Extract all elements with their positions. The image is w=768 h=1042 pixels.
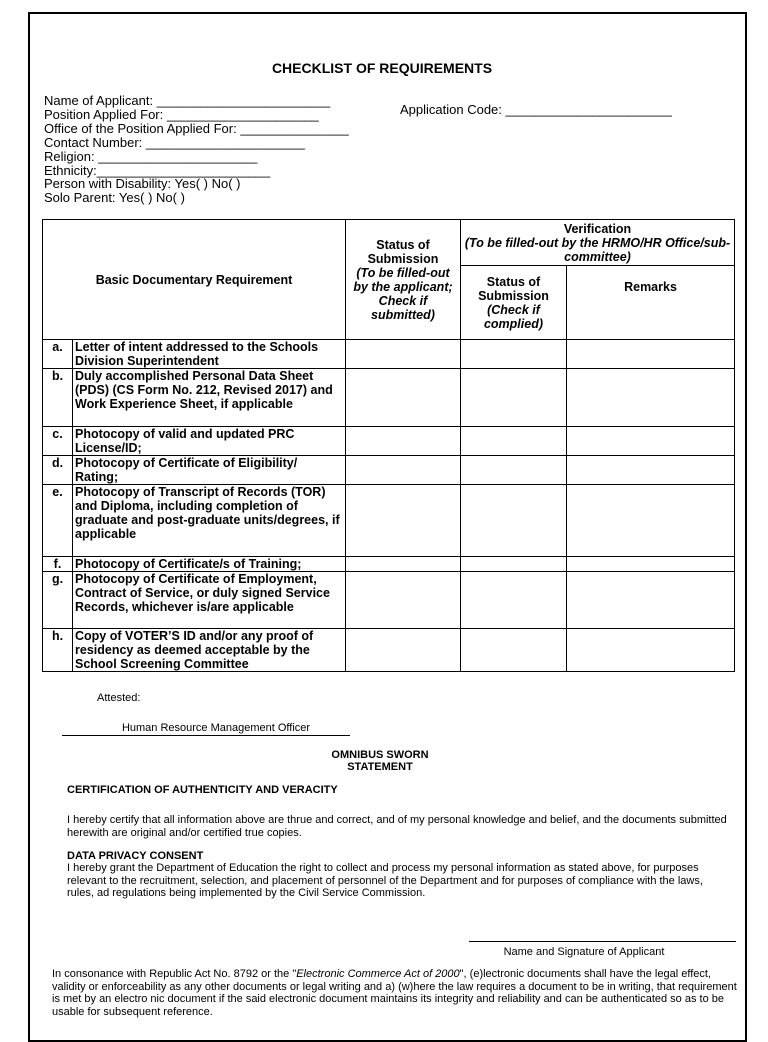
omnibus-title-line2: STATEMENT [347, 761, 413, 773]
certification-title: CERTIFICATION OF AUTHENTICITY AND VERACITY [67, 784, 338, 796]
table-row [43, 456, 735, 485]
row-letter: h. [43, 629, 73, 672]
field-office-of-position: Office of the Position Applied For: _______________ [44, 121, 349, 136]
header-verification: Verification (To be filled-out by the HRMO/HR Office/sub-committee) [461, 220, 735, 266]
field-ethnicity: Ethnicity:________________________ [44, 163, 271, 178]
checkbox-cell-verifier[interactable] [461, 485, 567, 557]
remarks-cell[interactable] [567, 557, 735, 572]
checkbox-cell-verifier[interactable] [461, 427, 567, 456]
document-title: CHECKLIST OF REQUIREMENTS [271, 60, 493, 76]
row-requirement-text: Photocopy of Certificate of Eligibility/ Rating; [73, 456, 346, 485]
hrmo-label: Human Resource Management Officer [121, 722, 311, 734]
hrmo-signature-line [62, 735, 350, 736]
applicant-signature-line [469, 941, 736, 942]
remarks-cell[interactable] [567, 427, 735, 456]
row-letter: b. [43, 369, 73, 427]
row-requirement-text: Photocopy of valid and updated PRC License/ID; [73, 427, 346, 456]
checkbox-cell-verifier[interactable] [461, 340, 567, 369]
header-status-of-submission: Status of Submission (To be filled-out by the applicant; Check if submitted) [346, 220, 461, 340]
row-requirement-text: Photocopy of Certificate of Employment, Contract of Service, or duly signed Service Records, whichever is/are applicable [73, 572, 346, 629]
header-basic-requirement: Basic Documentary Requirement [43, 220, 346, 340]
table-row [43, 340, 735, 369]
checkbox-cell-verifier[interactable] [461, 572, 567, 629]
row-letter: c. [43, 427, 73, 456]
field-application-code: Application Code: _______________________ [400, 102, 672, 117]
checkbox-cell-applicant[interactable] [346, 629, 461, 672]
remarks-cell[interactable] [567, 369, 735, 427]
row-letter: a. [43, 340, 73, 369]
row-requirement-text: Photocopy of Transcript of Records (TOR) and Diploma, including completion of graduate and post-graduate units/degrees, if applicable [73, 485, 346, 557]
table-row [43, 572, 735, 629]
row-letter: g. [43, 572, 73, 629]
requirements-table [42, 219, 735, 672]
field-person-with-disability: Person with Disability: Yes( ) No( ) [44, 176, 241, 191]
table-row [43, 557, 735, 572]
checkbox-cell-verifier[interactable] [461, 456, 567, 485]
checkbox-cell-applicant[interactable] [346, 369, 461, 427]
header-verification-status: Status of Submission (Check if complied) [461, 266, 567, 340]
checkbox-cell-verifier[interactable] [461, 369, 567, 427]
row-requirement-text: Copy of VOTER’S ID and/or any proof of residency as deemed acceptable by the School Screening Committee [73, 629, 346, 672]
row-requirement-text: Duly accomplished Personal Data Sheet (PDS) (CS Form No. 212, Revised 2017) and Work Experience Sheet, if applicable [73, 369, 346, 427]
attested-label: Attested: [97, 692, 141, 704]
remarks-cell[interactable] [567, 340, 735, 369]
field-name-of-applicant: Name of Applicant: ________________________ [44, 93, 331, 108]
omnibus-title-line1: OMNIBUS SWORN [331, 749, 429, 761]
row-letter: e. [43, 485, 73, 557]
checkbox-cell-verifier[interactable] [461, 629, 567, 672]
field-solo-parent: Solo Parent: Yes( ) No( ) [44, 190, 185, 205]
row-requirement-text: Photocopy of Certificate/s of Training; [73, 557, 346, 572]
remarks-cell[interactable] [567, 456, 735, 485]
table-row [43, 485, 735, 557]
header-remarks: Remarks [567, 266, 735, 340]
row-letter: f. [43, 557, 73, 572]
checkbox-cell-applicant[interactable] [346, 340, 461, 369]
row-requirement-text: Letter of intent addressed to the Schools Division Superintendent [73, 340, 346, 369]
certification-text: I hereby certify that all information above are thrue and correct, and of my personal knowledge and belief, and the documents submitted herewith are original and/or certified true copies. [67, 814, 727, 839]
remarks-cell[interactable] [567, 629, 735, 672]
table-row [43, 427, 735, 456]
privacy-title: DATA PRIVACY CONSENT [67, 850, 204, 862]
checkbox-cell-applicant[interactable] [346, 557, 461, 572]
privacy-text: I hereby grant the Department of Education the right to collect and process my personal information as stated above, for purposes relevant to the recruitment, selection, and placement of personnel of the Department and for purposes of compliance with the laws, rules, ad regulations being implemented by the Civil Service Commission. [67, 862, 703, 899]
remarks-cell[interactable] [567, 485, 735, 557]
remarks-cell[interactable] [567, 572, 735, 629]
field-contact-number: Contact Number: ______________________ [44, 135, 305, 150]
checkbox-cell-applicant[interactable] [346, 485, 461, 557]
checkbox-cell-applicant[interactable] [346, 572, 461, 629]
footer-legal-note: In consonance with Republic Act No. 8792 or the "Electronic Commerce Act of 2000", (e)lectronic documents shall have the legal effect, validity or enforceability as any other documents or legal writing and a) (w)here the law requires a document to be in writing, that requirement is met by an electro nic document if the said electronic document maintains its integrity and reliability and can be authenticated so as to be usable for subsequent reference. [52, 968, 737, 1018]
checkbox-cell-verifier[interactable] [461, 557, 567, 572]
table-row [43, 629, 735, 672]
row-letter: d. [43, 456, 73, 485]
applicant-signature-label: Name and Signature of Applicant [503, 946, 665, 958]
field-religion: Religion: ______________________ [44, 149, 258, 164]
checkbox-cell-applicant[interactable] [346, 456, 461, 485]
table-row [43, 369, 735, 427]
checkbox-cell-applicant[interactable] [346, 427, 461, 456]
field-position-applied-for: Position Applied For: _____________________ [44, 107, 319, 122]
